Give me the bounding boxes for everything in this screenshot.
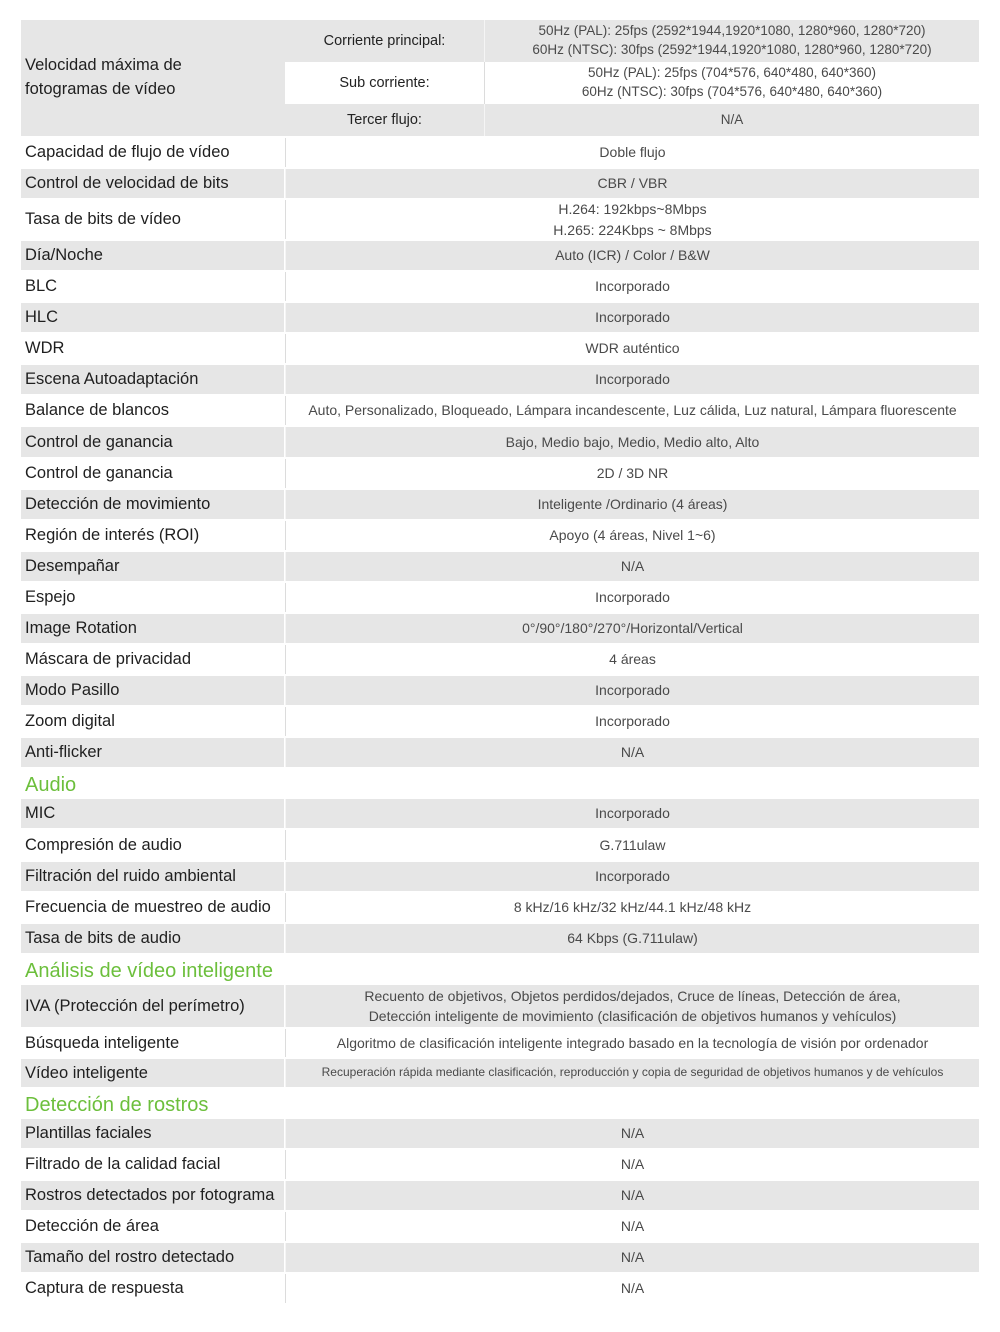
table-row [21,1181,979,1212]
frame-rate-label [21,20,285,136]
table-row [21,985,979,1029]
spec-label: Tasa de bits de vídeo [21,200,285,239]
table-row [21,169,979,200]
spec-value: N/A [285,738,979,767]
spec-label: Tamaño del rostro detectado [21,1243,285,1272]
table-row [21,1029,979,1059]
spec-label: HLC [21,303,285,332]
table-row [21,1059,979,1089]
table-row [21,645,979,676]
spec-label: Escena Autoadaptación [21,365,285,394]
spec-label: Día/Noche [21,241,285,270]
spec-value: Incorporado [285,862,979,891]
spec-value-line1: Recuento de objetivos, Objetos perdidos/dejados, Cruce de líneas, Detección de área, [364,987,901,1004]
spec-value: Incorporado [285,583,979,612]
stream-value-line1: 50Hz (PAL): 25fps (704*576, 640*480, 640*360) [588,65,876,81]
table-row [21,738,979,769]
spec-value: N/A [285,1274,979,1303]
spec-value: 64 Kbps (G.711ulaw) [285,924,979,953]
spec-label: Control de ganancia [21,427,285,457]
spec-value: 4 áreas [285,645,979,674]
table-row [21,1243,979,1274]
iva-spec-list [21,985,979,1089]
spec-label: Vídeo inteligente [21,1059,285,1087]
spec-value: Doble flujo [285,138,979,167]
spec-label: Capacidad de flujo de vídeo [21,138,285,167]
spec-value: Algoritmo de clasificación inteligente integrado basado en la tecnología de visión por ordenador [285,1029,979,1057]
table-row [21,1212,979,1243]
spec-label: MIC [21,799,285,828]
table-row [21,1119,979,1150]
spec-value: Incorporado [285,303,979,332]
spec-label: Filtración del ruido ambiental [21,862,285,891]
table-row [21,200,979,241]
spec-label: IVA (Protección del perímetro) [21,985,285,1027]
stream-row-third [285,104,979,136]
stream-value [484,62,979,104]
spec-value: N/A [285,1150,979,1179]
audio-spec-list [21,799,979,955]
stream-value [484,20,979,62]
spec-value: N/A [285,1212,979,1241]
spec-value: Auto (ICR) / Color / B&W [285,241,979,270]
frame-rate-label-line2: fotogramas de vídeo [25,80,176,98]
spec-label: Control de ganancia [21,459,285,488]
spec-value: Recuperación rápida mediante clasificación, reproducción y copia de seguridad de objetivos humanos y de vehículos [285,1059,979,1087]
frame-rate-label-line1: Velocidad máxima de [25,56,182,75]
spec-value: Incorporado [285,707,979,736]
table-row [21,924,979,955]
table-row [21,614,979,645]
spec-value: WDR auténtico [285,334,979,363]
spec-label: Image Rotation [21,614,285,643]
table-row [21,552,979,583]
spec-label: Rostros detectados por fotograma [21,1181,285,1210]
stream-value-line1: 50Hz (PAL): 25fps (2592*1944,1920*1080, 1280*960, 1280*720) [538,23,926,39]
spec-value [285,200,979,239]
table-row [21,272,979,303]
spec-label: Plantillas faciales [21,1119,285,1148]
spec-label: Control de velocidad de bits [21,169,285,198]
spec-value: N/A [285,1181,979,1210]
frame-rate-group [21,20,979,136]
table-row [21,490,979,521]
spec-label: Zoom digital [21,707,285,736]
spec-value: N/A [285,1119,979,1148]
table-row [21,427,979,459]
spec-value-line2: H.265: 224Kbps ~ 8Mbps [553,221,712,238]
stream-label: Sub corriente: [285,62,484,104]
video-spec-list [21,138,979,769]
stream-row-main [285,20,979,62]
table-row [21,583,979,614]
table-row [21,365,979,396]
section-heading-iva: Análisis de vídeo inteligente [25,960,273,982]
spec-value: 0°/90°/180°/270°/Horizontal/Vertical [285,614,979,643]
table-row [21,799,979,830]
spec-label: Detección de movimiento [21,490,285,519]
spec-value: CBR / VBR [285,169,979,198]
stream-label: Tercer flujo: [347,112,422,128]
table-row [21,396,979,427]
spec-label: Frecuencia de muestreo de audio [21,893,285,922]
table-row [21,138,979,169]
spec-value-line2: Detección inteligente de movimiento (clasificación de objetivos humanos y vehículos) [368,1008,897,1024]
section-heading-audio: Audio [25,774,77,796]
spec-value: 8 kHz/16 kHz/32 kHz/44.1 kHz/48 kHz [285,893,979,922]
stream-row-sub [285,62,979,104]
table-row [21,862,979,893]
stream-label: Corriente principal: [323,33,446,49]
table-row [21,521,979,552]
spec-sheet [21,20,979,1305]
spec-value: Apoyo (4 áreas, Nivel 1~6) [285,521,979,550]
table-row [21,893,979,924]
spec-value: Incorporado [285,272,979,301]
spec-label: Compresión de audio [21,830,285,860]
spec-label: Región de interés (ROI) [21,521,285,550]
spec-value: Incorporado [285,799,979,828]
spec-label: Balance de blancos [21,396,285,425]
spec-value [285,985,979,1027]
spec-label: Modo Pasillo [21,676,285,705]
table-row [21,1274,979,1305]
stream-value-line2: 60Hz (NTSC): 30fps (2592*1944,1920*1080, 1280*960, 1280*720) [532,42,932,57]
spec-label: Anti-flicker [21,738,285,767]
table-row [21,676,979,707]
spec-label: WDR [21,334,285,363]
spec-label: Espejo [21,583,285,612]
table-row [21,1150,979,1181]
spec-value: Incorporado [285,365,979,394]
spec-label: BLC [21,272,285,301]
table-row [21,334,979,365]
face-spec-list [21,1119,979,1305]
stream-value-line2: 60Hz (NTSC): 30fps (704*576, 640*480, 640*360) [581,84,883,99]
spec-label: Tasa de bits de audio [21,924,285,953]
spec-value: Auto, Personalizado, Bloqueado, Lámpara incandescente, Luz cálida, Luz natural, Lámpara fluorescente [285,396,979,425]
spec-value: N/A [285,1243,979,1272]
spec-label: Filtrado de la calidad facial [21,1150,285,1179]
spec-label: Búsqueda inteligente [21,1029,285,1057]
section-heading-face: Detección de rostros [25,1094,209,1116]
table-row [21,241,979,272]
spec-label: Desempañar [21,552,285,581]
table-row [21,707,979,738]
spec-value: 2D / 3D NR [285,459,979,488]
spec-value-line1: H.264: 192kbps~8Mbps [558,201,707,218]
spec-label: Captura de respuesta [21,1274,285,1303]
table-row [21,303,979,334]
spec-value: Bajo, Medio bajo, Medio, Medio alto, Alto [285,427,979,457]
spec-label: Máscara de privacidad [21,645,285,674]
spec-value: Incorporado [285,676,979,705]
spec-value: N/A [285,552,979,581]
spec-label: Detección de área [21,1212,285,1241]
table-row [21,459,979,490]
table-row [21,830,979,862]
frame-rate-streams [285,20,979,136]
spec-value: Inteligente /Ordinario (4 áreas) [285,490,979,519]
spec-value: G.711ulaw [285,830,979,860]
stream-value: N/A [484,104,979,136]
